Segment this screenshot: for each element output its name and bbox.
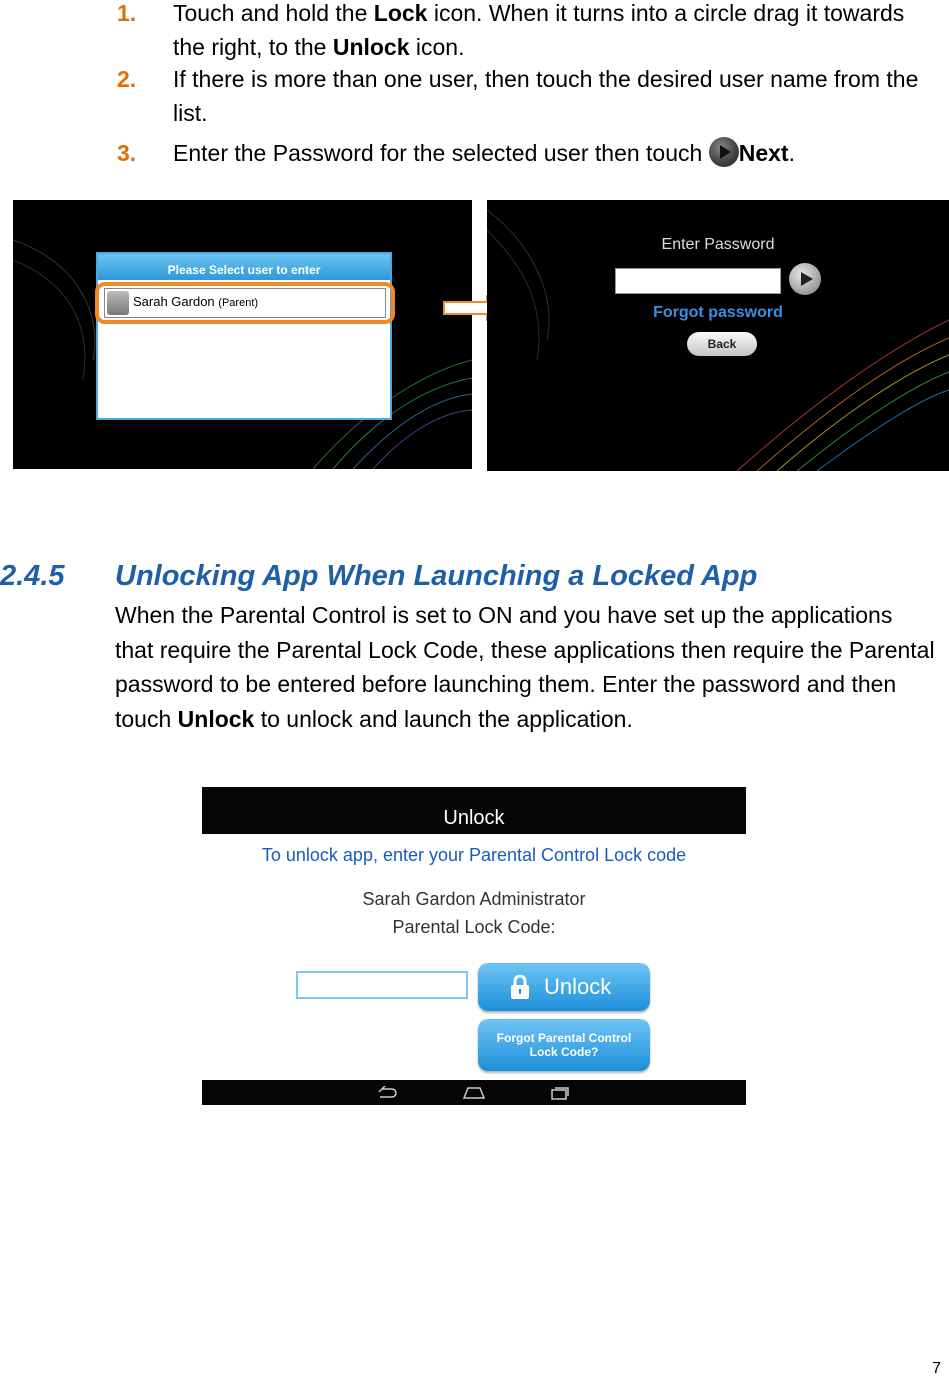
user-role: (Parent): [218, 297, 259, 309]
lock-code-input[interactable]: [296, 971, 468, 999]
forgot-password-link[interactable]: Forgot password: [653, 304, 783, 321]
step-number: 1.: [117, 0, 137, 26]
unlock-instruction: To unlock app, enter your Parental Control Lock code: [261, 845, 687, 865]
step-number: 3.: [117, 140, 137, 166]
user-name: Sarah Gardon: [133, 294, 215, 309]
recent-apps-icon[interactable]: [550, 1086, 570, 1100]
lock-code-label: Parental Lock Code:: [392, 917, 556, 937]
unlock-button-label: Unlock: [544, 974, 612, 999]
unlock-user-line: Sarah Gardon Administrator: [362, 889, 586, 909]
home-icon[interactable]: [462, 1086, 486, 1100]
back-icon[interactable]: [376, 1086, 398, 1100]
step-text: If there is more than one user, then touch the desired user name from the list.: [173, 66, 919, 126]
unlock-title-bar: Unlock: [202, 787, 746, 834]
password-title: Enter Password: [661, 236, 775, 253]
step-text: Touch and hold the Lock icon. When it turns into a circle drag it towards the right, to the Unlock icon.: [173, 0, 905, 60]
android-nav-bar: [202, 1080, 746, 1105]
dialog-title: Please Select user to enter: [98, 254, 390, 280]
next-button[interactable]: [789, 263, 821, 295]
highlight-ring: [95, 282, 395, 324]
page-number: 7: [932, 1360, 941, 1377]
select-user-screenshot: [13, 200, 472, 469]
step-text: Enter the Password for the selected user then touch Next.: [173, 136, 933, 170]
back-button[interactable]: Back: [687, 332, 757, 356]
section-title: Unlocking App When Launching a Locked App: [115, 560, 758, 592]
step-number: 2.: [117, 66, 137, 92]
section-number: 2.4.5: [0, 560, 65, 592]
unlock-screenshot: [202, 787, 746, 1105]
section-paragraph: When the Parental Control is set to ON and you have set up the applications that require the Parental Lock Code, these applications then require the Parental password to be entered before launching them. Enter the password and then touch Unlock to unlock and launch the application.: [115, 602, 935, 732]
play-circle-icon: [709, 137, 739, 167]
forgot-lock-code-button[interactable]: Forgot Parental Control Lock Code?: [478, 1019, 650, 1071]
padlock-icon: [510, 975, 530, 999]
enter-password-screenshot: [487, 200, 949, 471]
select-user-dialog: [96, 252, 392, 420]
password-input[interactable]: [615, 268, 781, 294]
unlock-button[interactable]: [478, 963, 650, 1011]
